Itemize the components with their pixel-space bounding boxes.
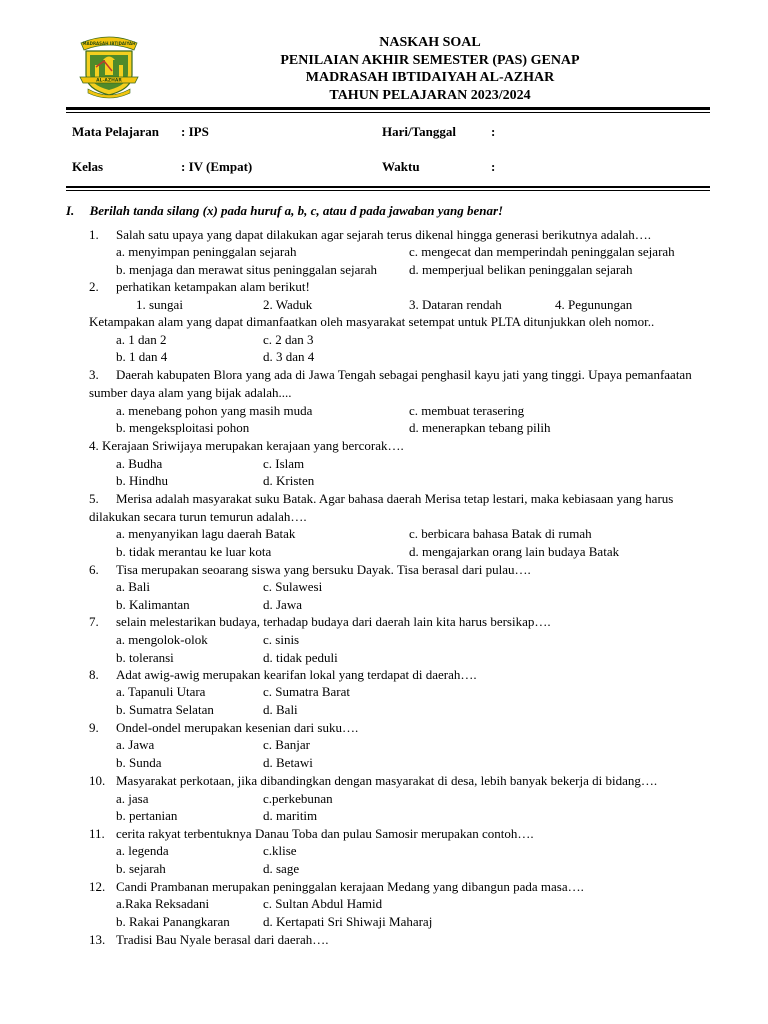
answer-option: d. mengajarkan orang lain budaya Batak: [409, 544, 620, 559]
answer-option: c. berbicara bahasa Batak di rumah: [409, 526, 592, 541]
list-item: 2. Waduk: [263, 297, 313, 312]
answer-option: b. mengeksploitasi pohon: [116, 420, 250, 435]
question-number: 8.: [89, 667, 99, 682]
school-logo: [78, 33, 140, 101]
answer-option: b. Sumatra Selatan: [116, 702, 214, 717]
answer-option: d. tidak peduli: [263, 650, 338, 665]
svg-text:MADRASAH IBTIDAIYAH: MADRASAH IBTIDAIYAH: [82, 41, 136, 46]
question-text: Masyarakat perkotaan, jika dibandingkan dengan masyarakat di desa, lebih banyak bekerja di bidang….: [116, 773, 658, 788]
question-number: 2.: [89, 279, 99, 294]
answer-option: d. 3 dan 4: [263, 349, 315, 364]
answer-option: a. mengolok-olok: [116, 632, 208, 647]
question-text: sumber daya alam yang bijak adalah....: [89, 385, 292, 400]
answer-option: d. Kertapati Sri Shiwaji Maharaj: [263, 914, 433, 929]
answer-option: a. Tapanuli Utara: [116, 684, 206, 699]
answer-option: d. Jawa: [263, 597, 302, 612]
answer-option: c. Sulawesi: [263, 579, 323, 594]
question-text: Salah satu upaya yang dapat dilakukan agar sejarah terus dikenal hingga generasi berikutnya adalah….: [116, 227, 651, 242]
answer-option: d. Bali: [263, 702, 298, 717]
question-text: selain melestarikan budaya, terhadap budaya dari daerah lain kita harus bersikap….: [116, 614, 551, 629]
answer-option: b. Sunda: [116, 755, 162, 770]
subject-label: Mata Pelajaran: [72, 124, 160, 139]
question-number: 11.: [89, 826, 105, 841]
question-text: 4. Kerajaan Sriwijaya merupakan kerajaan yang bercorak….: [89, 438, 404, 453]
question-number: 9.: [89, 720, 99, 735]
question-text: perhatikan ketampakan alam berikut!: [116, 279, 310, 294]
question-text: Candi Prambanan merupakan peninggalan kerajaan Medang yang dibangun pada masa….: [116, 879, 584, 894]
answer-option: a. menyanyikan lagu daerah Batak: [116, 526, 296, 541]
section-number: I.: [66, 203, 75, 218]
question-number: 10.: [89, 773, 106, 788]
day-date-label: Hari/Tanggal: [382, 124, 456, 139]
question-text: Merisa adalah masyarakat suku Batak. Agar bahasa daerah Merisa tetap lestari, maka kebiasaan yang harus: [116, 491, 674, 506]
answer-option: c. membuat terasering: [409, 403, 525, 418]
answer-option: b. Rakai Panangkaran: [116, 914, 230, 929]
answer-option: a. jasa: [116, 791, 149, 806]
answer-option: a. menyimpan peninggalan sejarah: [116, 244, 297, 259]
answer-option: b. tidak merantau ke luar kota: [116, 544, 272, 559]
class-label: Kelas: [72, 159, 104, 174]
question-number: 3.: [89, 367, 99, 382]
question-number: 6.: [89, 562, 99, 577]
question-number: 1.: [89, 227, 99, 242]
question-number: 5.: [89, 491, 99, 506]
answer-option: c.perkebunan: [263, 791, 333, 806]
meta-divider-thick: [66, 186, 710, 188]
answer-option: c. Islam: [263, 456, 305, 471]
question-text: Adat awig-awig merupakan kearifan lokal yang terdapat di daerah….: [116, 667, 477, 682]
answer-option: a. 1 dan 2: [116, 332, 167, 347]
answer-option: c. 2 dan 3: [263, 332, 314, 347]
question-text: Daerah kabupaten Blora yang ada di Jawa Tengah sebagai penghasil kayu jati yang tinggi. Upaya pemanfaatan: [116, 367, 692, 382]
answer-option: c. sinis: [263, 632, 300, 647]
answer-option: b. 1 dan 4: [116, 349, 168, 364]
day-date-value: :: [491, 124, 496, 139]
header-divider-thin: [66, 112, 710, 113]
answer-option: c. Sultan Abdul Hamid: [263, 896, 383, 911]
answer-option: d. Betawi: [263, 755, 313, 770]
title-line: PENILAIAN AKHIR SEMESTER (PAS) GENAP: [280, 52, 580, 68]
question-text: Ondel-ondel merupakan kesenian dari suku….: [116, 720, 359, 735]
title-line: MADRASAH IBTIDAIYAH AL-AZHAR: [305, 70, 555, 85]
answer-option: b. Hindhu: [116, 473, 168, 488]
answer-option: b. menjaga dan merawat situs peninggalan sejarah: [116, 262, 377, 277]
question-number: 13.: [89, 932, 106, 947]
answer-option: d. sage: [263, 861, 300, 876]
time-value: :: [491, 159, 496, 174]
answer-option: c. mengecat dan memperindah peninggalan sejarah: [409, 244, 675, 259]
question-number: 12.: [89, 879, 106, 894]
question-number: 7.: [89, 614, 99, 629]
svg-text:AL-AZHAR: AL-AZHAR: [96, 78, 122, 84]
time-label: Waktu: [382, 159, 420, 174]
answer-option: b. Kalimantan: [116, 597, 190, 612]
title-line: TAHUN PELAJARAN 2023/2024: [329, 87, 531, 103]
question-text: cerita rakyat terbentuknya Danau Toba dan pulau Samosir merupakan contoh….: [116, 826, 534, 841]
question-text: Ketampakan alam yang dapat dimanfaatkan oleh masyarakat setempat untuk PLTA ditunjukkan oleh nomor..: [89, 314, 655, 329]
answer-option: a. Budha: [116, 456, 163, 471]
title-line: NASKAH SOAL: [379, 35, 481, 50]
answer-option: d. Kristen: [263, 473, 315, 488]
answer-option: d. maritim: [263, 808, 318, 823]
document-title: [150, 34, 710, 104]
answer-option: b. sejarah: [116, 861, 166, 876]
answer-option: a. legenda: [116, 843, 169, 858]
list-item: 4. Pegunungan: [555, 297, 633, 312]
answer-option: a. menebang pohon yang masih muda: [116, 403, 313, 418]
answer-option: d. memperjual belikan peninggalan sejarah: [409, 262, 633, 277]
header-divider-thick: [66, 107, 710, 110]
question-text: dilakukan secara turun temurun adalah….: [89, 509, 307, 524]
class-value: : IV (Empat): [181, 159, 253, 174]
section-instruction: Berilah tanda silang (x) pada huruf a, b, c, atau d pada jawaban yang benar!: [89, 203, 504, 218]
answer-option: a.Raka Reksadani: [116, 896, 210, 911]
answer-option: b. toleransi: [116, 650, 174, 665]
list-item: 3. Dataran rendah: [409, 297, 502, 312]
subject-value: : IPS: [181, 124, 209, 139]
section-heading: [66, 203, 503, 219]
meta-divider-thin: [66, 190, 710, 191]
question-text: Tisa merupakan seoarang siswa yang bersuku Dayak. Tisa berasal dari pulau….: [116, 562, 531, 577]
answer-option: c.klise: [263, 843, 297, 858]
answer-option: c. Banjar: [263, 737, 310, 752]
question-text: Tradisi Bau Nyale berasal dari daerah….: [116, 932, 329, 947]
answer-option: a. Jawa: [116, 737, 155, 752]
answer-option: b. pertanian: [116, 808, 178, 823]
list-item: 1. sungai: [136, 297, 183, 312]
answer-option: d. menerapkan tebang pilih: [409, 420, 551, 435]
answer-option: a. Bali: [116, 579, 150, 594]
answer-option: c. Sumatra Barat: [263, 684, 350, 699]
